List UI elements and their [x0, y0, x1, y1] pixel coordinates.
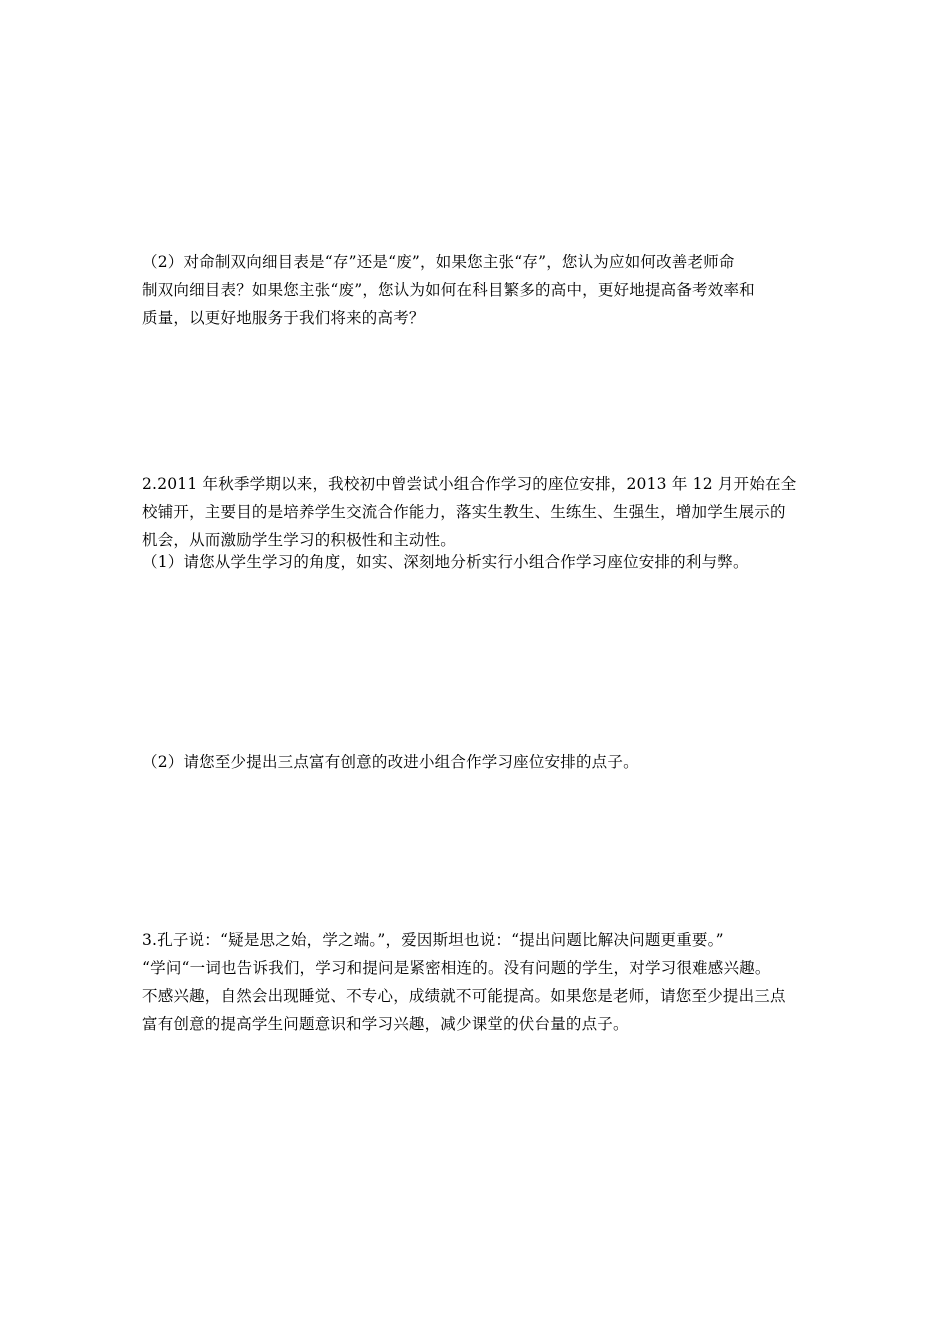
- question-3-line-1: 3.孔子说：“疑是思之始，学之端。”，爱因斯坦也说：“提出问题比解决问题更重要。”: [142, 931, 724, 949]
- question-1-part-2-line-3: 质量，以更好地服务于我们将来的高考？: [142, 309, 425, 327]
- question-3: [142, 926, 812, 1038]
- question-2-part-1-line-1: （1）请您从学生学习的角度，如实、深刻地分析实行小组合作学习座位安排的利与弊。: [142, 553, 749, 571]
- question-1-part-2-line-2: 制双向细目表？如果您主张“废”，您认为如何在科目繁多的高中，更好地提高备考效率和: [142, 281, 755, 299]
- question-3-line-3: 不感兴趣，自然会出现睡觉、不专心，成绩就不可能提高。如果您是老师，请您至少提出三点: [142, 987, 786, 1005]
- question-2-part-1: [142, 548, 812, 576]
- question-1-part-2-line-1: （2）对命制双向细目表是“存”还是“废”，如果您主张“存”，您认为应如何改善老师命: [142, 253, 735, 271]
- question-3-line-4: 富有创意的提高学生问题意识和学习兴趣，减少课堂的伏台量的点子。: [142, 1015, 629, 1033]
- question-1-part-2: [142, 248, 812, 332]
- question-2-intro: [142, 470, 812, 554]
- question-2-intro-line-2: 校铺开，主要目的是培养学生交流合作能力，落实生教生、生练生、生强生，增加学生展示的: [142, 503, 786, 521]
- question-2-intro-line-1: 2.2011 年秋季学期以来，我校初中曾尝试小组合作学习的座位安排，2013 年 12 月开始在全: [142, 475, 797, 493]
- question-3-line-2: “学问“一词也告诉我们，学习和提问是紧密相连的。没有问题的学生，对学习很难感兴趣。: [142, 959, 771, 977]
- question-2-part-2-line-1: （2）请您至少提出三点富有创意的改进小组合作学习座位安排的点子。: [142, 753, 639, 771]
- question-2-intro-line-3: 机会，从而激励学生学习的积极性和主动性。: [142, 531, 457, 549]
- question-2-part-2: [142, 748, 812, 776]
